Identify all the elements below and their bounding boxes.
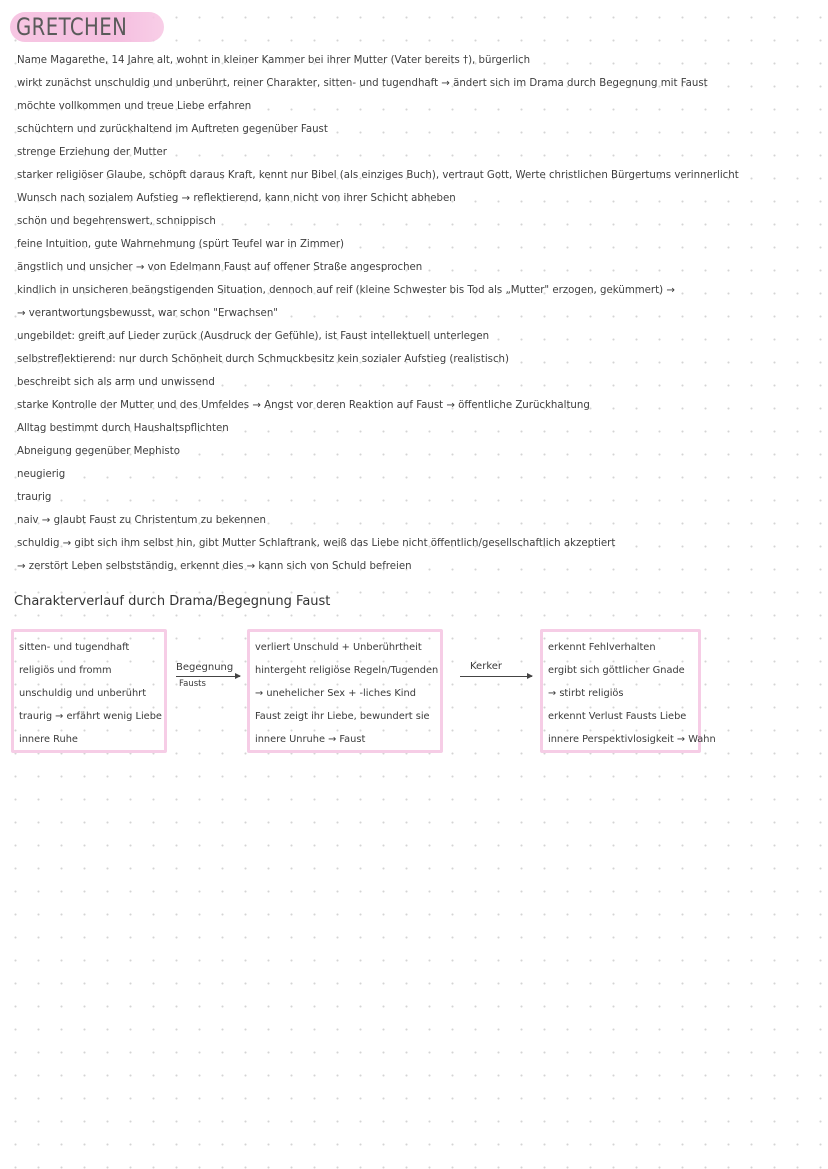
note-line: ängstlich und unsicher → von Edelmann Faust auf offener Straße angesprochen (17, 262, 423, 273)
note-line: schuldig → gibt sich ihm selbst hin, gibt Mutter Schlaftrank, weiß das Liebe nicht öffentlich/gesellschaftlich akzeptiert (17, 538, 616, 549)
box-line: ergibt sich göttlicher Gnade (548, 665, 685, 676)
arrow-right-icon (460, 676, 532, 677)
note-line: schüchtern und zurückhaltend im Auftreten gegenüber Faust (17, 124, 328, 135)
box-line: sitten- und tugendhaft (19, 642, 130, 653)
note-line: selbstreflektierend: nur durch Schönheit durch Schmuckbesitz kein sozialer Aufstieg (realistisch) (17, 354, 509, 365)
box-after-encounter (540, 629, 716, 753)
notes-list (17, 49, 822, 578)
arrow2-label: Kerker (470, 661, 503, 672)
box-line: → unehelicher Sex + -liches Kind (255, 688, 416, 699)
box-line: verliert Unschuld + Unberührtheit (255, 642, 422, 653)
note-line: Abneigung gegenüber Mephisto (17, 446, 180, 457)
box-line: traurig → erfährt wenig Liebe (19, 711, 162, 722)
box-line: erkennt Verlust Fausts Liebe (548, 711, 687, 722)
section-heading: Charakterverlauf durch Drama/Begegnung Faust (14, 594, 331, 609)
box-line: innere Perspektivlosigkeit → Wahn (548, 734, 716, 745)
box-during-encounter (247, 629, 443, 753)
note-line: schön und begehrenswert, schnippisch (17, 216, 216, 227)
box-line: innere Unruhe → Faust (255, 734, 366, 745)
note-line: feine Intuition, gute Wahrnehmung (spürt Teufel war in Zimmer) (17, 239, 345, 250)
title-highlight (10, 12, 164, 42)
arrow1-label: Begegnung (176, 662, 234, 673)
note-line: neugierig (17, 469, 66, 480)
box-line: hintergeht religiöse Regeln/Tugenden (255, 665, 439, 676)
note-line: Name Magarethe, 14 Jahre alt, wohnt in kleiner Kammer bei ihrer Mutter (Vater bereits †), bürgerlich (17, 55, 531, 66)
box-line: → stirbt religiös (548, 688, 624, 699)
note-line: → verantwortungsbewusst, war schon "Erwachsen" (17, 308, 278, 319)
box-line: Faust zeigt ihr Liebe, bewundert sie (255, 711, 430, 722)
arrow1-sublabel: Fausts (179, 679, 206, 689)
note-line: starker religiöser Glaube, schöpft daraus Kraft, kennt nur Bibel (als einziges Buch), vertraut Gott, Werte christlichen Bürgertums verinnerlicht (17, 170, 739, 181)
note-line: beschreibt sich als arm und unwissend (17, 377, 215, 388)
page-title: GRETCHEN (16, 13, 128, 41)
note-line: wirkt zunächst unschuldig und unberührt, reiner Charakter, sitten- und tugendhaft → ändert sich im Drama durch Begegnung mit Faust (17, 78, 708, 89)
note-line: naiv → glaubt Faust zu Christentum zu bekennen (17, 515, 266, 526)
box-line: innere Ruhe (19, 734, 78, 745)
box-before-encounter (11, 629, 167, 753)
box-line: religiös und fromm (19, 665, 112, 676)
note-line: → zerstört Leben selbstständig, erkennt dies → kann sich von Schuld befreien (17, 561, 412, 572)
box-line: erkennt Fehlverhalten (548, 642, 656, 653)
note-line: strenge Erziehung der Mutter (17, 147, 167, 158)
note-line: Wunsch nach sozialem Aufstieg → reflektierend, kann nicht von ihrer Schicht abheben (17, 193, 456, 204)
note-line: möchte vollkommen und treue Liebe erfahren (17, 101, 252, 112)
note-line: ungebildet: greift auf Lieder zurück (Ausdruck der Gefühle), ist Faust intellektuell unterlegen (17, 331, 490, 342)
note-line: starke Kontrolle der Mutter und des Umfeldes → Angst vor deren Reaktion auf Faust → öffentliche Zurückhaltung (17, 400, 590, 411)
note-line: traurig (17, 492, 52, 503)
arrow-right-icon (176, 676, 240, 677)
note-line: Alltag bestimmt durch Haushaltspflichten (17, 423, 229, 434)
box-line: unschuldig und unberührt (19, 688, 147, 699)
note-line: kindlich in unsicheren beängstigenden Situation, dennoch auf reif (kleine Schwester bis Tod als „Mutter" erzogen, gekümmert) → (17, 285, 675, 296)
